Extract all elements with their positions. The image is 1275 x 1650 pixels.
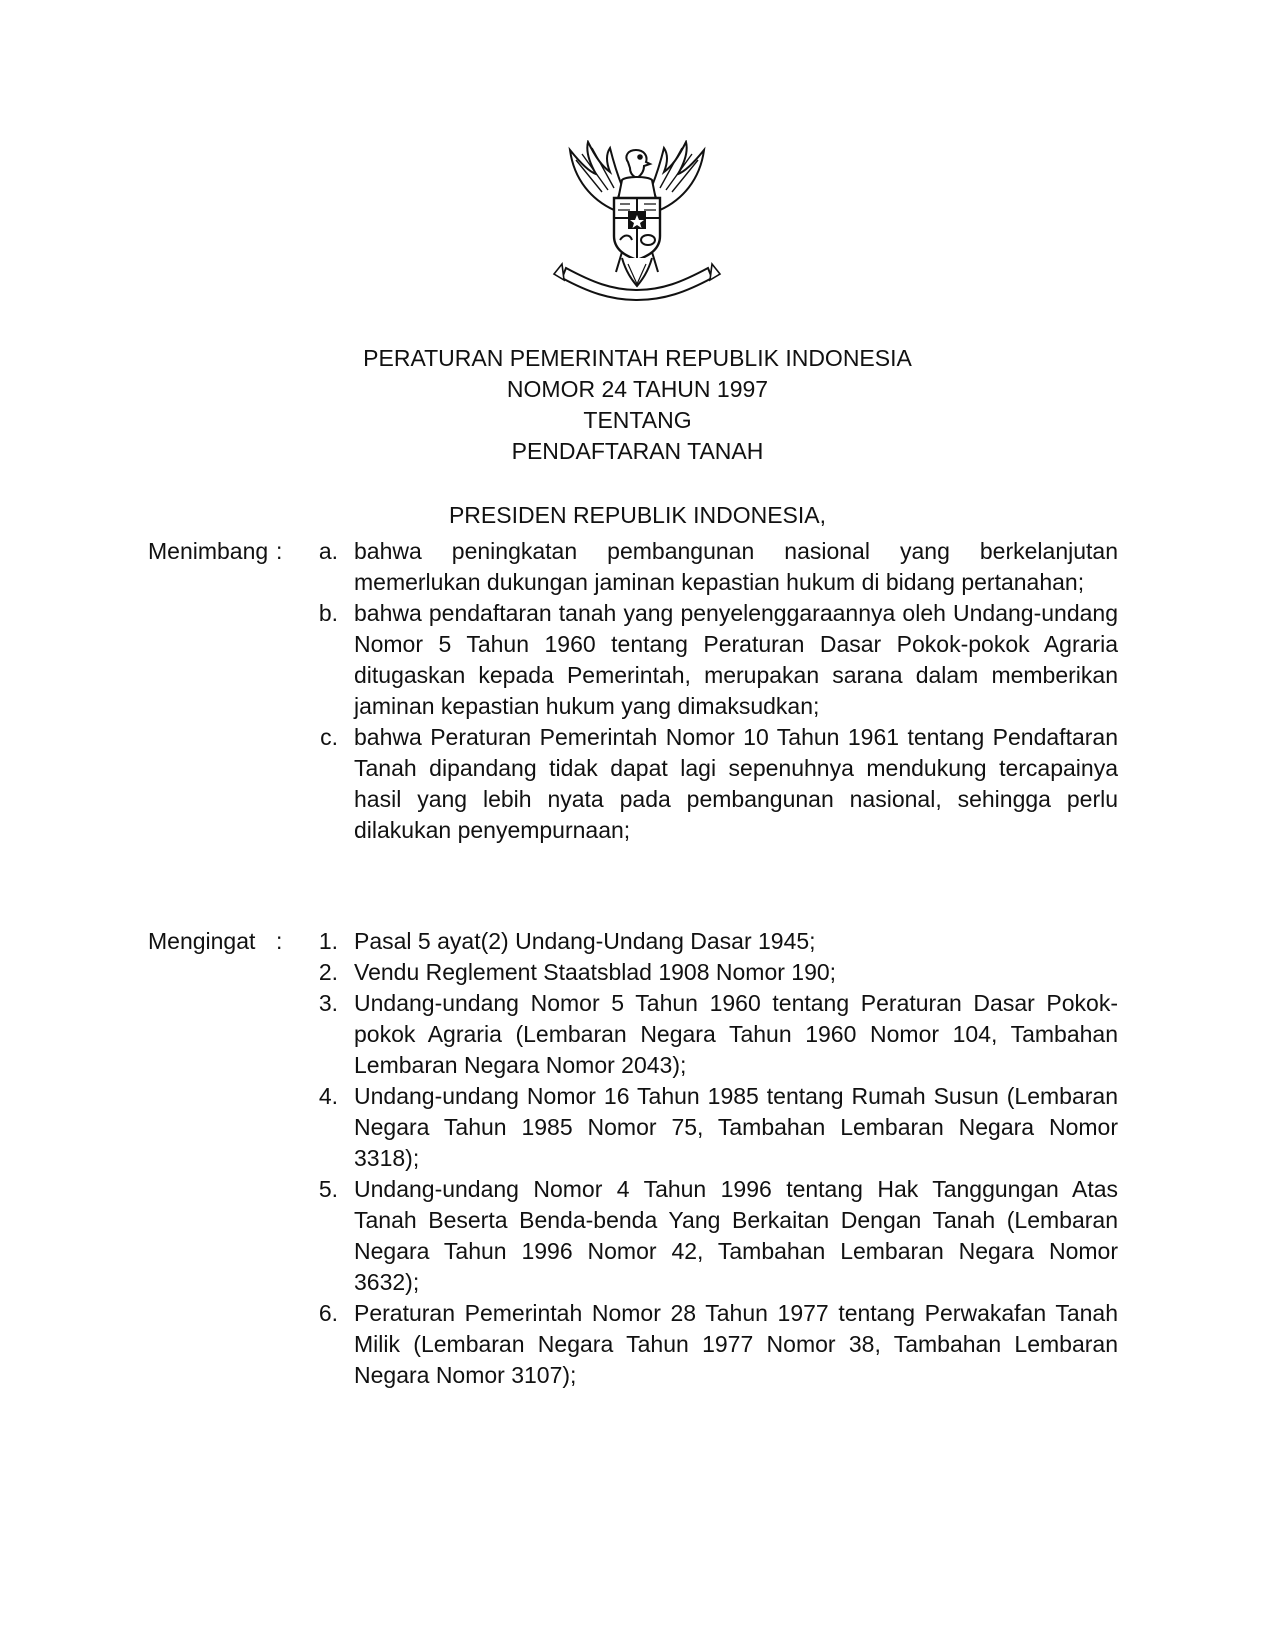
item-text: Vendu Reglement Staatsblad 1908 Nomor 190; [354, 959, 837, 985]
menimbang-section [148, 536, 1118, 846]
item-text: Pasal 5 ayat(2) Undang-Undang Dasar 1945; [354, 928, 816, 954]
mengingat-item [148, 1081, 1118, 1174]
title-line-regulation: PERATURAN PEMERINTAH REPUBLIK INDONESIA [363, 345, 912, 371]
title-line-number: NOMOR 24 TAHUN 1997 [506, 376, 769, 402]
menimbang-colon: : [276, 538, 283, 564]
item-marker: 1. [318, 928, 338, 954]
garuda-pancasila-emblem [552, 140, 722, 312]
menimbang-item [148, 536, 1118, 598]
item-text: Undang-undang Nomor 16 Tahun 1985 tentang Rumah Susun (Lembaran Negara Tahun 1985 Nomor 75, Tambahan Lembaran Negara Nomor 3318); [354, 1083, 1118, 1171]
item-text: Peraturan Pemerintah Nomor 28 Tahun 1977 tentang Perwakafan Tanah Milik (Lembaran Negara Tahun 1977 Nomor 38, Tambahan Lembaran Negara Nomor 3107); [354, 1300, 1118, 1388]
item-text: Undang-undang Nomor 4 Tahun 1996 tentang Hak Tanggungan Atas Tanah Beserta Benda-benda Yang Berkaitan Dengan Tanah (Lembaran Negara Tahun 1996 Nomor 42, Tambahan Lembaran Negara Nomor 3632); [354, 1176, 1118, 1295]
president-heading: PRESIDEN REPUBLIK INDONESIA, [448, 502, 827, 528]
title-line-subject: PENDAFTARAN TANAH [511, 438, 764, 464]
item-text: bahwa peningkatan pembangunan nasional yang berkelanjutan memerlukan dukungan jaminan kepastian hukum di bidang pertanahan; [354, 538, 1118, 595]
menimbang-item [148, 598, 1118, 722]
item-text: bahwa Peraturan Pemerintah Nomor 10 Tahun 1961 tentang Pendaftaran Tanah dipandang tidak dapat lagi sepenuhnya mendukung tercapainya hasil yang lebih nyata pada pembangunan nasional, sehingga perlu dilakukan penyempurnaan; [354, 724, 1118, 843]
mengingat-colon: : [276, 928, 283, 954]
regulation-title [0, 343, 1275, 467]
title-line-about: TENTANG [583, 407, 692, 433]
mengingat-item [148, 957, 1118, 988]
garuda-pancasila-icon [552, 140, 722, 312]
menimbang-label: Menimbang [148, 538, 269, 564]
item-text: Undang-undang Nomor 5 Tahun 1960 tentang Peraturan Dasar Pokok-pokok Agraria (Lembaran Negara Tahun 1960 Nomor 104, Tambahan Lembaran Negara Nomor 2043); [354, 990, 1118, 1078]
item-marker: c. [320, 724, 338, 750]
item-marker: b. [318, 600, 338, 626]
mengingat-item [148, 988, 1118, 1081]
item-marker: 2. [318, 959, 338, 985]
item-marker: 5. [318, 1176, 338, 1202]
item-marker: 6. [318, 1300, 338, 1326]
item-marker: 4. [318, 1083, 338, 1109]
mengingat-section [148, 926, 1118, 1391]
menimbang-item [148, 722, 1118, 846]
mengingat-label: Mengingat [148, 928, 256, 954]
item-marker: 3. [318, 990, 338, 1016]
mengingat-item [148, 1174, 1118, 1298]
item-text: bahwa pendaftaran tanah yang penyelenggaraannya oleh Undang-undang Nomor 5 Tahun 1960 tentang Peraturan Dasar Pokok-pokok Agraria ditugaskan kepada Pemerintah, merupakan sarana dalam memberikan jaminan kepastian hukum yang dimaksudkan; [354, 600, 1118, 719]
mengingat-item [148, 1298, 1118, 1391]
mengingat-item [148, 926, 1118, 957]
item-marker: a. [318, 538, 338, 564]
